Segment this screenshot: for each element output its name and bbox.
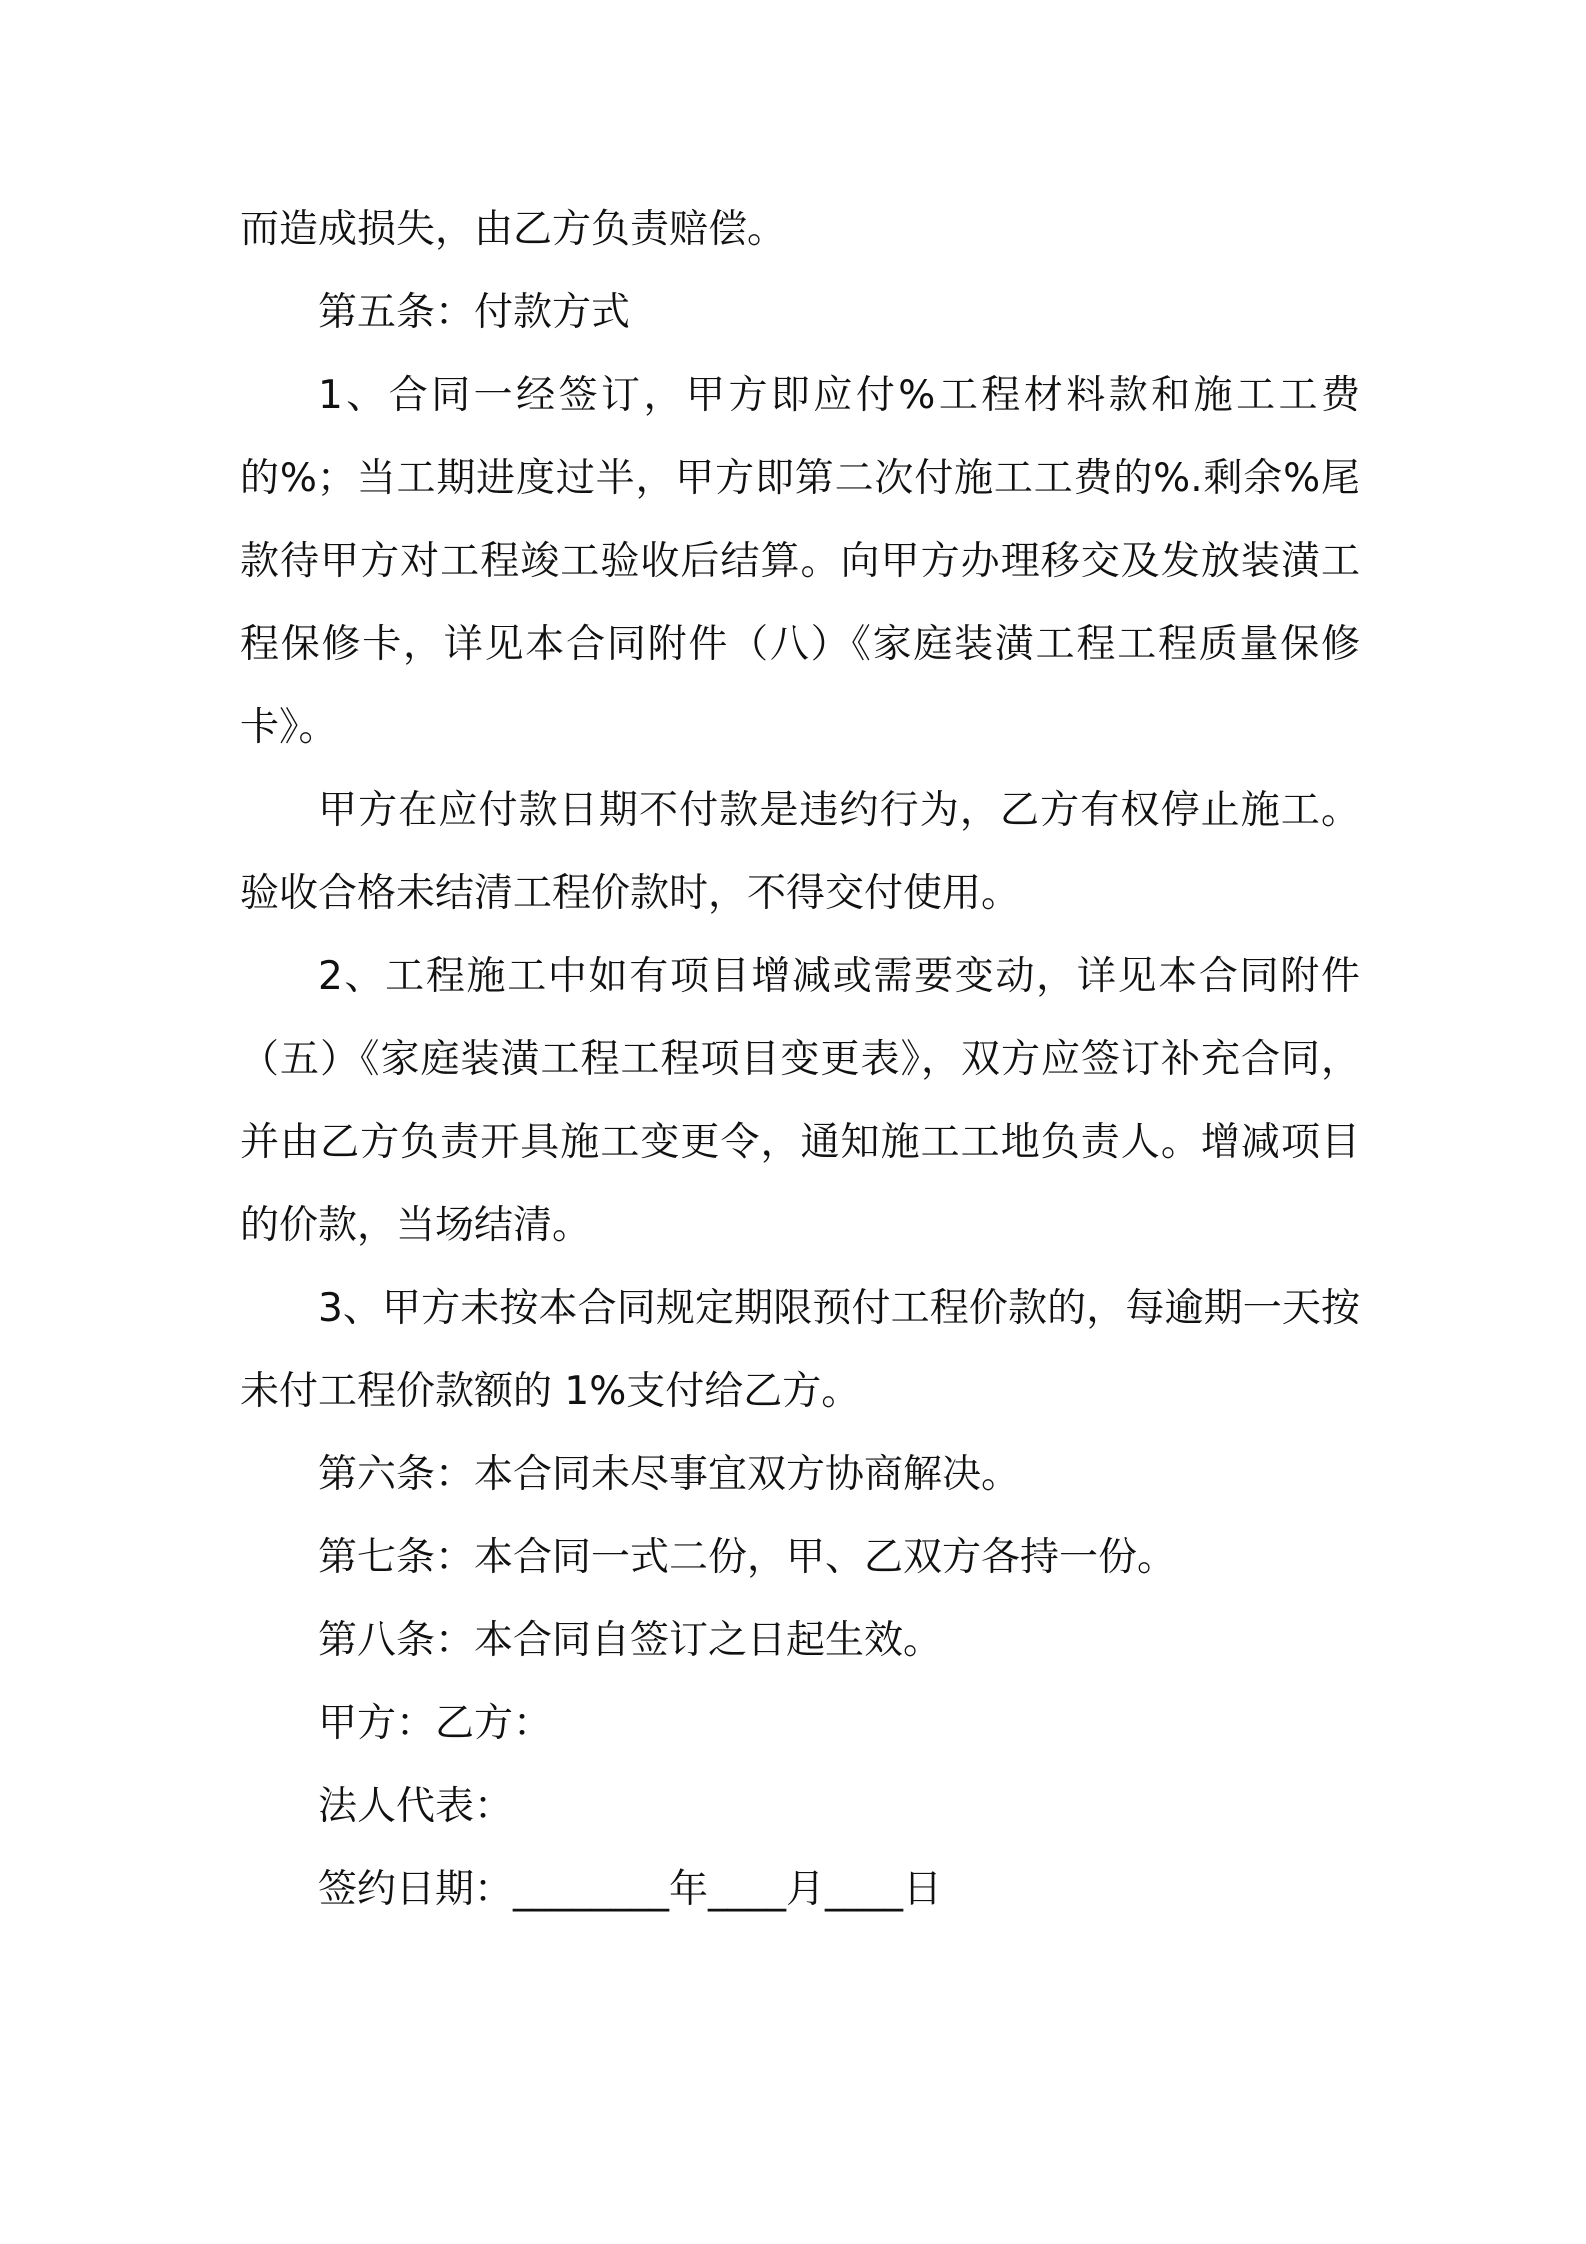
- article-5-clause-1-note: 甲方在应付款日期不付款是违约行为，乙方有权停止施工。验收合格未结清工程价款时，不得交付使用。: [240, 788, 1360, 916]
- paragraph-continuation: 而造成损失，由乙方负责赔偿。: [240, 207, 787, 252]
- article-6: 第六条：本合同未尽事宜双方协商解决。: [318, 1452, 1021, 1497]
- article-7: 第七条：本合同一式二份，甲、乙双方各持一份。: [318, 1535, 1177, 1580]
- article-5-clause-3: 3、甲方未按本合同规定期限预付工程价款的，每逾期一天按未付工程价款额的 1%支付给乙方。: [240, 1286, 1360, 1414]
- legal-representative: 法人代表：: [318, 1784, 514, 1829]
- article-5-clause-2: 2、工程施工中如有项目增减或需要变动，详见本合同附件（五）《家庭装潢工程工程项目变更表》，双方应签订补充合同，并由乙方负责开具施工变更令，通知施工工地负责人。增减项目的价款，当场结清。: [240, 954, 1360, 1248]
- article-5-clause-1: 1、合同一经签订，甲方即应付%工程材料款和施工工费的%；当工期进度过半，甲方即第二次付施工工费的%.剩余%尾款待甲方对工程竣工验收后结算。向甲方办理移交及发放装潢工程保修卡，详见本合同附件（八）《家庭装潢工程工程质量保修卡》。: [240, 373, 1360, 750]
- signing-date: 签约日期：________年____月____日: [318, 1867, 943, 1912]
- party-signatures: 甲方：乙方：: [318, 1701, 553, 1746]
- article-8: 第八条：本合同自签订之日起生效。: [318, 1618, 943, 1663]
- article-5-heading: 第五条：付款方式: [318, 290, 631, 335]
- document-body: [240, 188, 1360, 1931]
